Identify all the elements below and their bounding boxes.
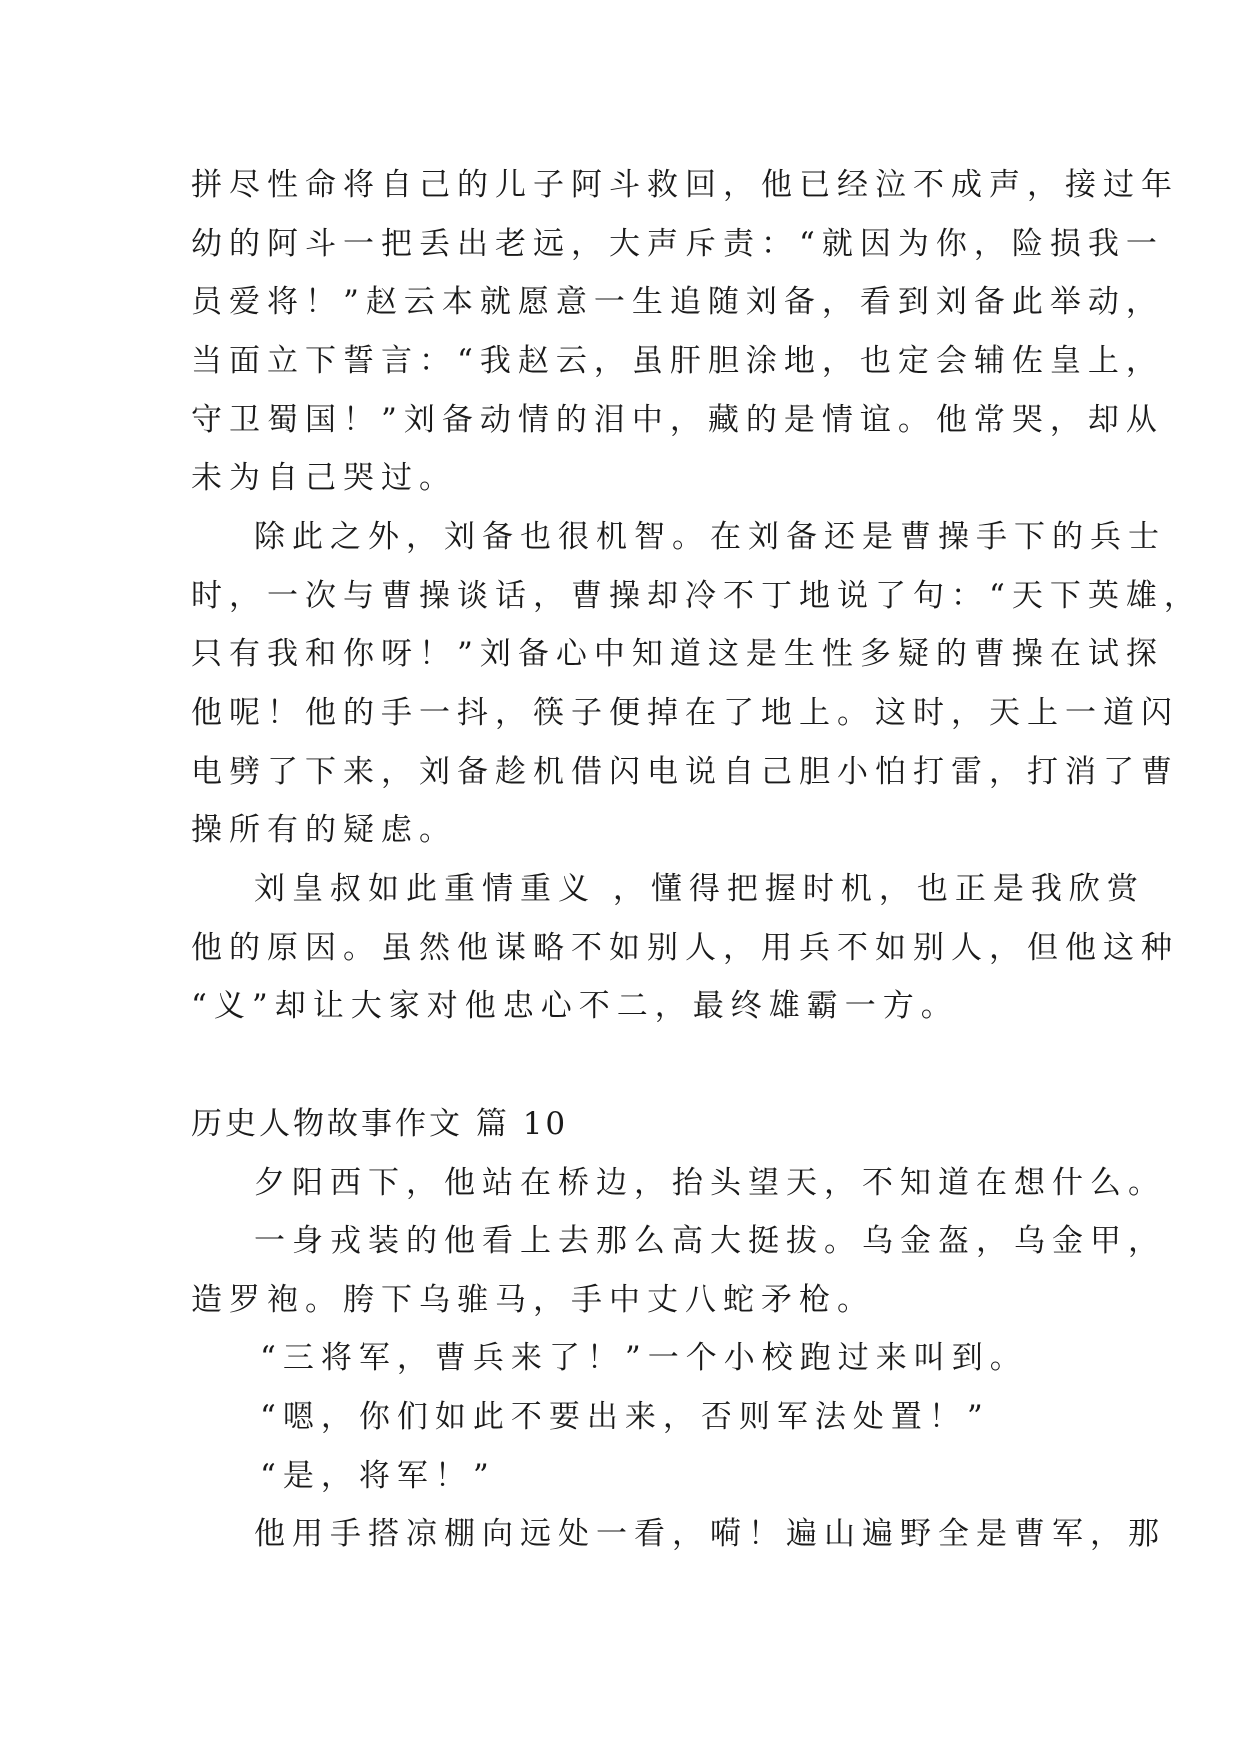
text-line: 只有我和你呀！”刘备心中知道这是生性多疑的曹操在试探 <box>191 636 1164 672</box>
text-line: 未为自己哭过。 <box>191 460 457 496</box>
text-line: 刘皇叔如此重情重义 ，懂得把握时机，也正是我欣赏 <box>254 871 1145 907</box>
text-line: 幼的阿斗一把丢出老远，大声斥责：“就因为你，险损我一 <box>191 226 1164 262</box>
section-heading: 历史人物故事作文 篇 10 <box>191 1106 569 1142</box>
text-line: “嗯，你们如此不要出来，否则军法处置！” <box>260 1399 990 1435</box>
text-line: 电劈了下来，刘备趁机借闪电说自己胆小怕打雷，打消了曹 <box>191 754 1179 790</box>
text-line: 他呢！他的手一抖，筷子便掉在了地上。这时，天上一道闪 <box>191 695 1179 731</box>
text-line: 夕阳西下，他站在桥边，抬头望天，不知道在想什么。 <box>254 1165 1166 1201</box>
text-line: “是，将军！” <box>260 1458 496 1494</box>
text-line: 造罗袍。胯下乌骓马，手中丈八蛇矛枪。 <box>191 1282 875 1318</box>
text-line: 一身戎装的他看上去那么高大挺拔。乌金盔，乌金甲， <box>254 1223 1166 1259</box>
text-line: 当面立下誓言：“我赵云，虽肝胆涂地，也定会辅佐皇上， <box>191 343 1164 379</box>
text-line: “三将军，曹兵来了！”一个小校跑过来叫到。 <box>260 1340 1028 1376</box>
text-line: 他的原因。虽然他谋略不如别人，用兵不如别人，但他这种 <box>191 930 1179 966</box>
text-line: “义”却让大家对他忠心不二，最终雄霸一方。 <box>191 988 959 1024</box>
text-line: 员爱将！”赵云本就愿意一生追随刘备，看到刘备此举动， <box>191 284 1164 320</box>
text-line: 他用手搭凉棚向远处一看，嗬！遍山遍野全是曹军，那 <box>254 1516 1166 1552</box>
text-line: 拼尽性命将自己的儿子阿斗救回，他已经泣不成声，接过年 <box>191 167 1179 203</box>
text-line: 除此之外，刘备也很机智。在刘备还是曹操手下的兵士 <box>254 519 1166 555</box>
text-line: 操所有的疑虑。 <box>191 812 457 848</box>
text-line: 时，一次与曹操谈话，曹操却冷不丁地说了句：“天下英雄， <box>191 578 1202 614</box>
text-line: 守卫蜀国！”刘备动情的泪中，藏的是情谊。他常哭，却从 <box>191 402 1164 438</box>
